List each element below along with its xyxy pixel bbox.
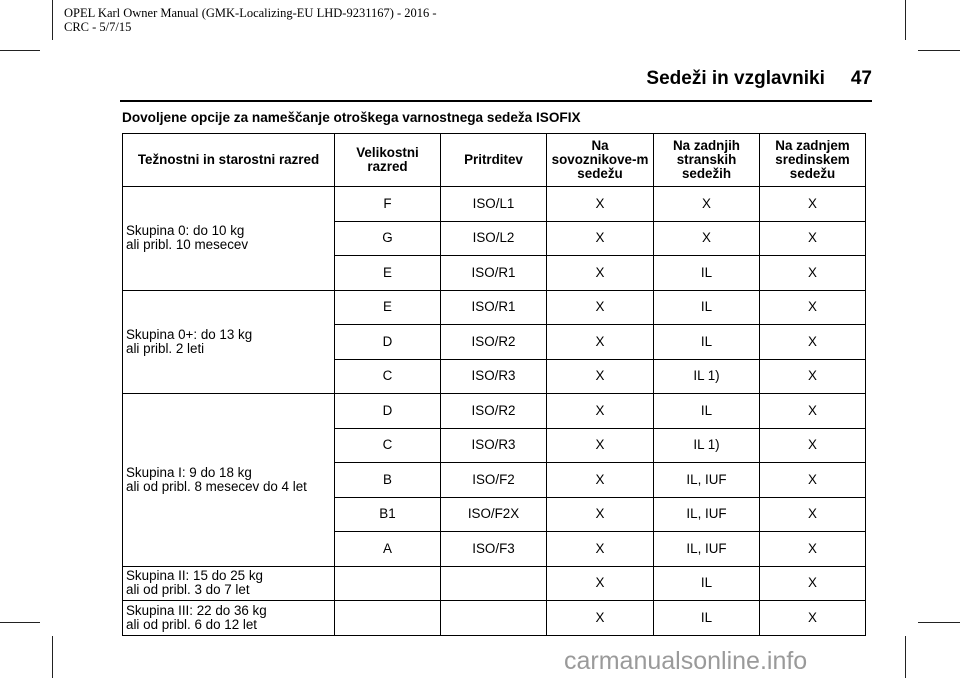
table-cell — [441, 566, 547, 601]
table-cell: X — [654, 187, 760, 222]
crop-mark — [52, 636, 53, 678]
table-cell: ISO/F2 — [441, 463, 547, 498]
table-cell: ISO/R3 — [441, 428, 547, 463]
table-cell — [441, 601, 547, 636]
group-label-cell: Skupina 0+: do 13 kg ali pribl. 2 leti — [123, 290, 335, 394]
table-cell: X — [547, 325, 654, 360]
group-label-cell: Skupina 0: do 10 kg ali pribl. 10 mesecev — [123, 187, 335, 291]
table-cell: IL, IUF — [654, 532, 760, 567]
table-body — [123, 187, 866, 636]
table-cell: X — [760, 601, 866, 636]
crop-mark — [918, 622, 960, 623]
crop-mark — [905, 0, 906, 40]
crop-mark — [0, 622, 40, 623]
table-cell: X — [547, 497, 654, 532]
table-cell: A — [335, 532, 441, 567]
table-cell: E — [335, 256, 441, 291]
table-cell: X — [547, 256, 654, 291]
table-cell: X — [547, 566, 654, 601]
page-number: 47 — [850, 68, 872, 89]
table-cell: ISO/R1 — [441, 256, 547, 291]
table-cell: ISO/R3 — [441, 359, 547, 394]
column-header: Velikostni razred — [335, 134, 441, 187]
table-cell: ISO/F3 — [441, 532, 547, 567]
isofix-table — [122, 133, 866, 636]
table-cell: X — [760, 566, 866, 601]
crop-mark — [905, 636, 906, 678]
header-rule — [120, 100, 872, 102]
group-label-cell: Skupina III: 22 do 36 kg ali od pribl. 6 do 12 let — [123, 601, 335, 636]
table-cell: IL 1) — [654, 428, 760, 463]
group-label-cell: Skupina I: 9 do 18 kg ali od pribl. 8 mesecev do 4 let — [123, 394, 335, 567]
table-cell: X — [760, 359, 866, 394]
table-cell: ISO/F2X — [441, 497, 547, 532]
table-cell: IL — [654, 566, 760, 601]
table-cell: IL, IUF — [654, 497, 760, 532]
table-cell: X — [547, 221, 654, 256]
table-cell: X — [654, 221, 760, 256]
document-header: OPEL Karl Owner Manual (GMK-Localizing-EU LHD-9231167) - 2016 - CRC - 5/7/15 — [64, 6, 437, 34]
table-row — [123, 187, 866, 222]
table-cell: B1 — [335, 497, 441, 532]
table-cell: ISO/R1 — [441, 290, 547, 325]
table-cell: X — [760, 497, 866, 532]
table-cell: C — [335, 359, 441, 394]
table-cell: IL 1) — [654, 359, 760, 394]
table-cell: X — [760, 325, 866, 360]
table-cell: X — [760, 221, 866, 256]
column-header: Pritrditev — [441, 134, 547, 187]
table-cell: F — [335, 187, 441, 222]
table-header-row — [123, 134, 866, 187]
table-row — [123, 601, 866, 636]
table-cell: G — [335, 221, 441, 256]
table-cell: IL — [654, 601, 760, 636]
table-cell: IL — [654, 256, 760, 291]
column-header: Težnostni in starostni razred — [123, 134, 335, 187]
table-cell: X — [760, 290, 866, 325]
table-cell: B — [335, 463, 441, 498]
table-cell — [335, 601, 441, 636]
table-cell: ISO/L2 — [441, 221, 547, 256]
table-cell: D — [335, 325, 441, 360]
table-cell: D — [335, 394, 441, 429]
table-cell: X — [547, 187, 654, 222]
column-header: Na zadnjih stranskih sedežih — [654, 134, 760, 187]
table-cell: X — [760, 532, 866, 567]
crop-mark — [0, 50, 40, 51]
table-row — [123, 566, 866, 601]
section-title: Sedeži in vzglavniki — [646, 68, 825, 89]
column-header: Na zadnjem sredinskem sedežu — [760, 134, 866, 187]
table-cell: E — [335, 290, 441, 325]
table-cell: X — [760, 187, 866, 222]
section-header — [646, 68, 872, 90]
table-cell: X — [760, 463, 866, 498]
table-row — [123, 394, 866, 429]
table-cell: X — [760, 256, 866, 291]
table-cell: X — [760, 394, 866, 429]
table-cell: ISO/R2 — [441, 325, 547, 360]
table-cell: X — [547, 428, 654, 463]
table-cell: X — [547, 601, 654, 636]
table-cell: C — [335, 428, 441, 463]
table-cell: ISO/L1 — [441, 187, 547, 222]
table-cell — [335, 566, 441, 601]
column-header: Na sovoznikove-m sedežu — [547, 134, 654, 187]
table-cell: X — [547, 359, 654, 394]
table-caption: Dovoljene opcije za nameščanje otroškega varnostnega sedeža ISOFIX — [122, 110, 581, 125]
table-cell: IL, IUF — [654, 463, 760, 498]
table-cell: ISO/R2 — [441, 394, 547, 429]
table-cell: X — [760, 428, 866, 463]
crop-mark — [52, 0, 53, 40]
table-cell: IL — [654, 394, 760, 429]
table-cell: IL — [654, 290, 760, 325]
group-label-cell: Skupina II: 15 do 25 kg ali od pribl. 3 do 7 let — [123, 566, 335, 601]
watermark: carmanualsonline.info — [564, 647, 808, 675]
crop-mark — [918, 50, 960, 51]
table-cell: X — [547, 290, 654, 325]
table-row — [123, 290, 866, 325]
table-cell: IL — [654, 325, 760, 360]
table-cell: X — [547, 463, 654, 498]
table-cell: X — [547, 394, 654, 429]
table-cell: X — [547, 532, 654, 567]
